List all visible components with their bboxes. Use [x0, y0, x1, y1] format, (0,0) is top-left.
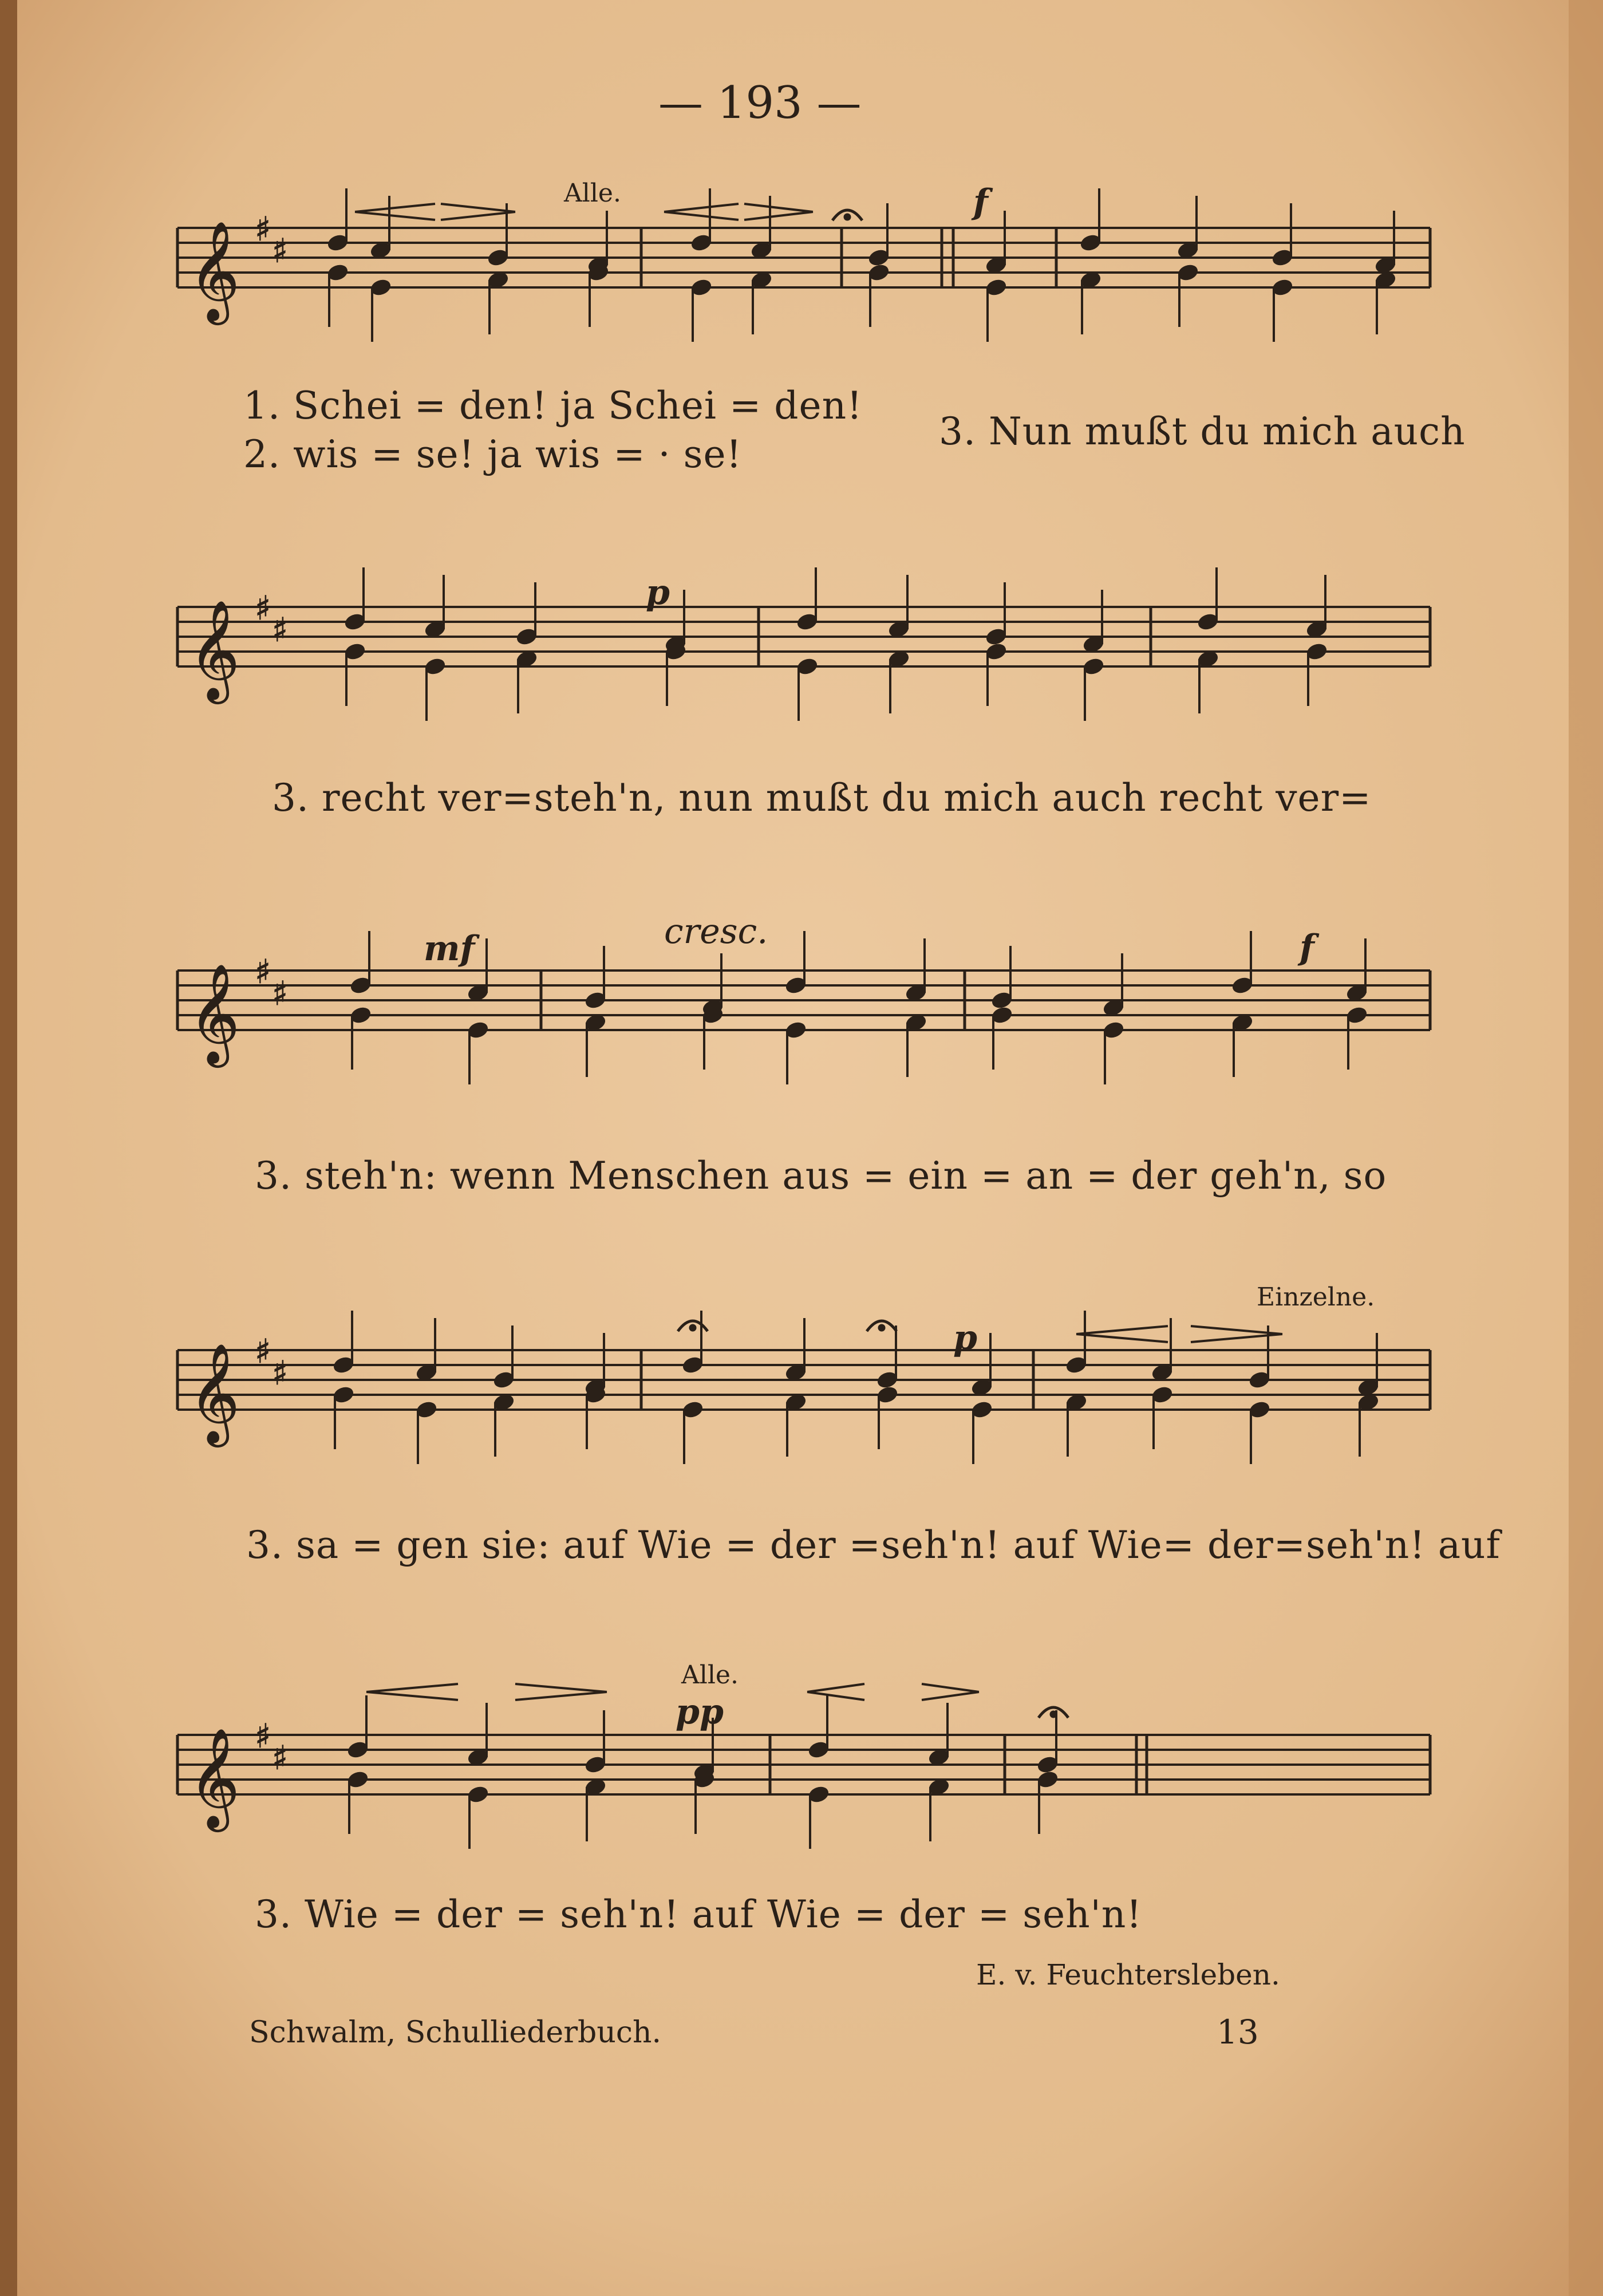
- system5-voice-label: Alle.: [681, 1660, 739, 1690]
- system2-dynamic: p: [646, 573, 670, 613]
- sharp-icon: ♯: [255, 1332, 271, 1371]
- fermata-dot: [689, 1324, 696, 1331]
- treble-clef-icon: 𝄞: [189, 1343, 240, 1443]
- system5-lyric-line1: 3. Wie = der = seh'n! auf Wie = der = seh'n!: [255, 1892, 1142, 1936]
- binding-edge: [0, 0, 17, 2296]
- system1-lyric-line3: 3. Nun mußt du mich auch: [939, 409, 1466, 453]
- sharp-icon: ♯: [272, 974, 289, 1013]
- page-number-label: — 193 —: [658, 77, 862, 129]
- treble-clef-icon: 𝄞: [189, 600, 240, 700]
- treble-clef-icon: 𝄞: [189, 964, 240, 1063]
- sheet-number: 13: [1217, 2013, 1259, 2052]
- system1-lyric-line1: 1. Schei = den! ja Schei = den!: [243, 384, 863, 428]
- system3-lyric-line1: 3. steh'n: wenn Menschen aus = ein = an = der geh'n, so: [255, 1154, 1387, 1198]
- system3-dynamic-mf: mf: [424, 929, 475, 969]
- sharp-icon: ♯: [255, 1717, 271, 1755]
- system4-voice-label: Einzelne.: [1257, 1283, 1375, 1312]
- treble-clef-icon: 𝄞: [189, 1728, 240, 1828]
- system1-lyric-line2: 2. wis = se! ja wis = · se!: [243, 432, 743, 476]
- system1-voice-label: Alle.: [564, 179, 621, 208]
- sharp-icon: ♯: [255, 589, 271, 628]
- system5-dynamic: pp: [676, 1692, 724, 1732]
- sharp-icon: ♯: [272, 1738, 289, 1777]
- page-number: 193: [717, 77, 803, 129]
- sharp-icon: ♯: [272, 1354, 289, 1392]
- treble-clef-icon: 𝄞: [189, 221, 240, 321]
- system2-lyric-line1: 3. recht ver=steh'n, nun mußt du mich auch recht ver=: [272, 776, 1372, 820]
- sharp-icon: ♯: [272, 610, 289, 649]
- system4-lyric-line1: 3. sa = gen sie: auf Wie = der =seh'n! auf Wie= der=seh'n! auf: [246, 1523, 1501, 1567]
- sharp-icon: ♯: [255, 952, 271, 991]
- system3-dynamic-f: f: [1300, 928, 1314, 968]
- composer-credit: E. v. Feuchtersleben.: [976, 1958, 1280, 1991]
- fermata-dot: [844, 214, 851, 220]
- fermata-dot: [1050, 1711, 1057, 1718]
- fermata-dot: [878, 1324, 885, 1331]
- system4-dynamic: p: [953, 1318, 977, 1358]
- system1-dynamic: f: [973, 182, 988, 222]
- sharp-icon: ♯: [255, 210, 271, 248]
- system3-cresc: cresc.: [664, 912, 768, 952]
- sharp-icon: ♯: [272, 231, 289, 270]
- footer-book-title: Schwalm, Schulliederbuch.: [249, 2015, 661, 2050]
